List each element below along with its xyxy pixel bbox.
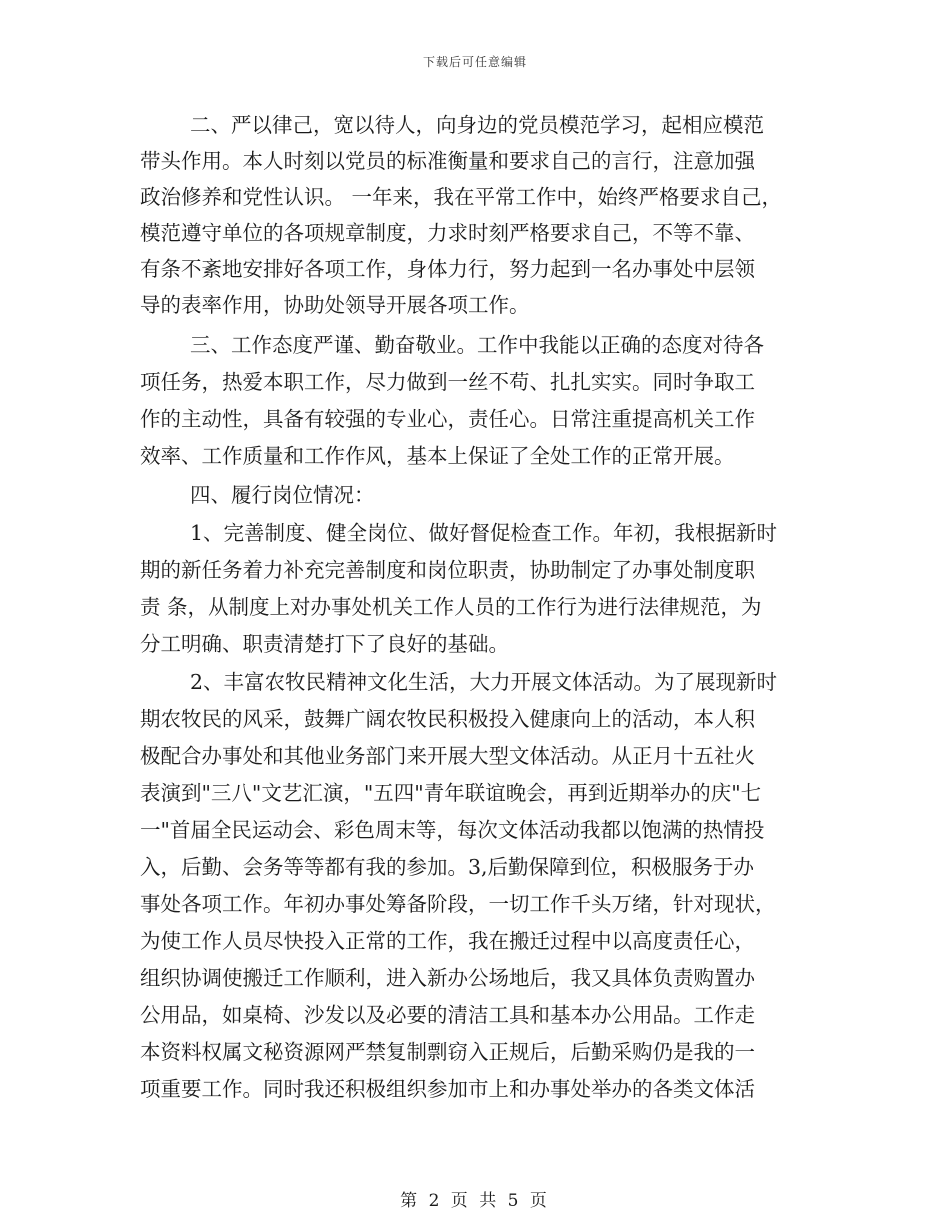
text-line: 项重要工作。同时我还积极组织参加市上和办事处举办的各类文体活 bbox=[140, 1077, 755, 1101]
text-line: 极配合办事处和其他业务部门来开展大型文体活动。从正月十五社火 bbox=[140, 744, 755, 768]
text-line: 期的新任务着力补充完善制度和岗位职责，协助制定了办事处制度职 bbox=[140, 558, 755, 582]
text-line: 二、严以律己，宽以待人，向身边的党员模范学习，起相应模范 bbox=[190, 113, 764, 137]
text-line: 表演到"三八"文艺汇演，"五四"青年联谊晚会，再到近期举办的庆"七 bbox=[140, 781, 762, 805]
text-line: 公用品，如桌椅、沙发以及必要的清洁工具和基本办公用品。工作走 bbox=[140, 1003, 755, 1027]
text-line: 责 条，从制度上对办事处机关工作人员的工作行为进行法律规范，为 bbox=[140, 595, 762, 619]
text-line: 带头作用。本人时刻以党员的标准衡量和要求自己的言行，注意加强 bbox=[140, 149, 755, 173]
text-line: 期农牧民的风采，鼓舞广阔农牧民积极投入健康向上的活动，本人积 bbox=[140, 707, 755, 731]
text-line: 有条不紊地安排好各项工作，身体力行，努力起到一名办事处中层领 bbox=[140, 257, 755, 281]
page-header: 下载后可任意编辑 bbox=[422, 55, 527, 69]
text-line: 事处各项工作。年初办事处筹备阶段，一切工作千头万绪，针对现状， bbox=[140, 892, 776, 916]
text-line: 模范遵守单位的各项规章制度，力求时刻严格要求自己，不等不靠、 bbox=[140, 221, 755, 245]
text-line: 导的表率作用，协助处领导开展各项工作。 bbox=[140, 293, 530, 317]
text-line: 分工明确、职责清楚打下了良好的基础。 bbox=[140, 632, 509, 656]
text-line: 作的主动性，具备有较强的专业心，责任心。日常注重提高机关工作 bbox=[140, 407, 755, 431]
page-footer: 第 2 页 共 5 页 bbox=[400, 1191, 550, 1211]
text-line: 本资料权属文秘资源网严禁复制剽窃入正规后，后勤采购仍是我的一 bbox=[140, 1040, 755, 1064]
text-line: 一"首届全民运动会、彩色周末等，每次文体活动我都以饱满的热情投 bbox=[140, 818, 765, 842]
text-line: 入，后勤、会务等等都有我的参加。3,后勤保障到位，积极服务于办 bbox=[140, 855, 755, 879]
text-line: 为使工作人员尽快投入正常的工作，我在搬迁过程中以高度责任心， bbox=[140, 929, 755, 953]
text-line: 1、完善制度、健全岗位、做好督促检查工作。年初，我根据新时 bbox=[190, 521, 778, 545]
text-line: 政治修养和党性认识。 一年来，我在平常工作中，始终严格要求自己， bbox=[140, 185, 783, 209]
text-line: 效率、工作质量和工作作风，基本上保证了全处工作的正常开展。 bbox=[140, 444, 735, 468]
text-line: 组织协调使搬迁工作顺利，进入新办公场地后，我又具体负责购置办 bbox=[140, 966, 755, 990]
text-line: 2、丰富农牧民精神文化生活，大力开展文体活动。为了展现新时 bbox=[190, 670, 778, 694]
text-line: 三、工作态度严谨、勤奋敬业。工作中我能以正确的态度对待各 bbox=[190, 333, 764, 357]
text-line: 项任务，热爱本职工作，尽力做到一丝不苟、扎扎实实。同时争取工 bbox=[140, 370, 755, 394]
text-line: 四、履行岗位情况： bbox=[190, 483, 375, 507]
